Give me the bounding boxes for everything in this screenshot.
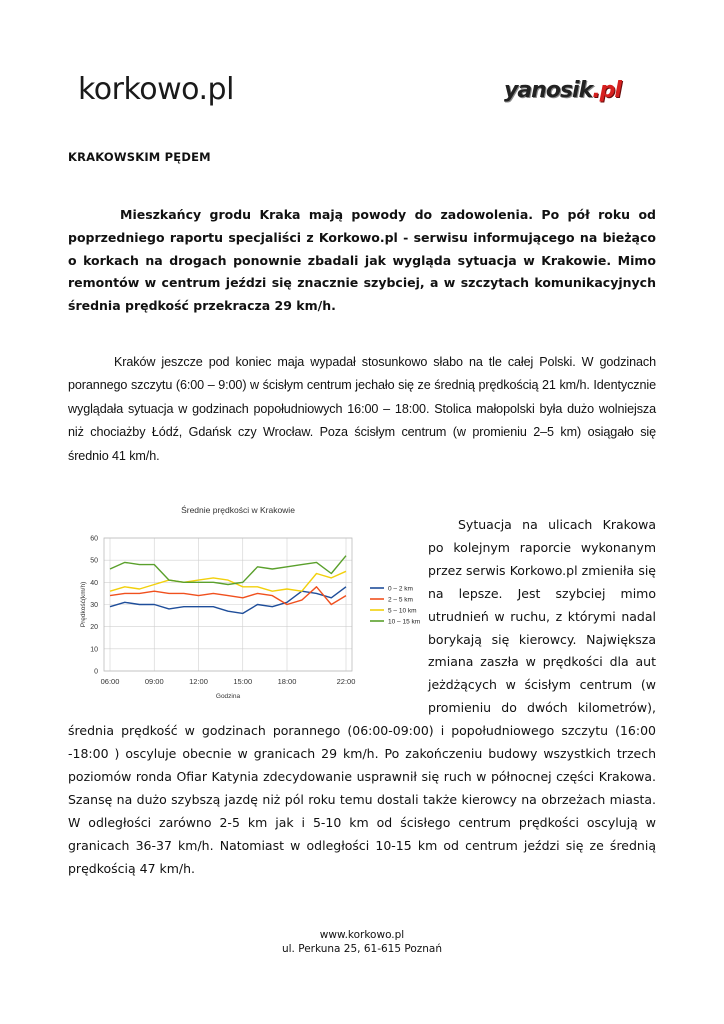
- body-paragraph-2-text: Sytuacja na ulicach Krakowa po kolejnym raporcie wykonanym przez serwis Korkowo.pl zmieniła się na lepsze. Jest szybciej mimo utrudnień w ruchu, z którymi nadal borykają się kierowcy. Największa zmiana zaszła w prędkości dla aut jeżdżących w ścisłym centrum (w promieniu do dwóch kilometrów), średnia prędkość w godzinach porannego (06:00-09:00) i popołudniowego szczytu (16:00 -18:00 ) oscyluje obecnie w granicach 29 km/h. Po zakończeniu budowy wszystkich trzech poziomów ronda Ofiar Katynia zdecydowanie usprawnił się ruch w północnej części Krakowa. Szansę na dużo szybszą jazdę niż pól roku temu dostali także kierowcy na obrzeżach miasta. W odległości zarówno 2-5 km jak i 5-10 km od ścisłego centrum prędkości oscylują w granicach 36-37 km/h. Natomiast w odległości 10-15 km od centrum jeździ się ze średnią prędkością 47 km/h.: [68, 517, 656, 876]
- legend-label: 2 – 5 km: [388, 596, 413, 604]
- chart-title: Średnie prędkości w Krakowie: [181, 505, 295, 515]
- x-tick-label: 06:00: [100, 677, 120, 686]
- speed-chart: [70, 498, 430, 708]
- x-tick-label: 09:00: [144, 677, 164, 686]
- y-tick-label: 50: [90, 557, 98, 565]
- korkowo-logo: korkowo.pl: [78, 72, 234, 107]
- footer-url: www.korkowo.pl: [319, 929, 405, 941]
- yanosik-logo-accent: .pl: [592, 78, 621, 103]
- y-tick-label: 0: [94, 668, 98, 676]
- yanosik-logo-main: yanosik: [504, 78, 593, 103]
- y-tick-label: 40: [90, 579, 98, 587]
- y-axis-label: Prędkość(km/h): [80, 581, 87, 628]
- article-title: KRAKOWSKIM PĘDEM: [68, 150, 211, 164]
- series-line-2: [110, 587, 346, 605]
- body-paragraph-1: Kraków jeszcze pod koniec maja wypadał stosunkowo słabo na tle całej Polski. W godzinach porannego szczytu (6:00 – 9:00) w ścisłym centrum jechało się ze średnią prędkością 21 km/h. Identycznie wyglądała sytuacja w godzinach popołudniowych 16:00 – 18:00. Stolica małopolski była dużo wolniejsza niż chociażby Łódź, Gdańsk czy Wrocław. Poza ścisłym centrum (w promieniu 2–5 km) osiągało się średnio 41 km/h.: [68, 355, 656, 463]
- x-tick-label: 15:00: [233, 677, 253, 686]
- y-tick-label: 20: [90, 624, 98, 632]
- speed-chart-svg: [70, 498, 430, 708]
- y-tick-label: 60: [90, 535, 98, 543]
- x-tick-label: 18:00: [277, 677, 297, 686]
- legend-label: 10 – 15 km: [388, 618, 421, 626]
- y-tick-label: 30: [90, 602, 98, 609]
- y-tick-label: 10: [90, 646, 98, 654]
- x-axis-label: Godzina: [215, 693, 241, 700]
- footer: [0, 928, 724, 956]
- lead-paragraph: Mieszkańcy grodu Kraka mają powody do zadowolenia. Po pół roku od poprzedniego raportu specjaliści z Korkowo.pl - serwisu informującego na bieżąco o korkach na drogach ponownie zbadali jak wygląda sytuacja w Krakowie. Mimo remontów w centrum jeździ się znacznie szybciej, a w szczytach komunikacyjnych średnia prędkość przekracza 29 km/h.: [68, 207, 656, 314]
- legend-label: 5 – 10 km: [388, 607, 417, 615]
- footer-address: ul. Perkuna 25, 61-615 Poznań: [281, 943, 443, 955]
- x-tick-label: 22:00: [336, 677, 356, 686]
- series-line-1: [110, 587, 346, 614]
- series-line-3: [110, 571, 346, 591]
- yanosik-logo: [504, 78, 621, 103]
- x-tick-label: 12:00: [189, 677, 208, 686]
- legend-label: 0 – 2 km: [388, 585, 413, 593]
